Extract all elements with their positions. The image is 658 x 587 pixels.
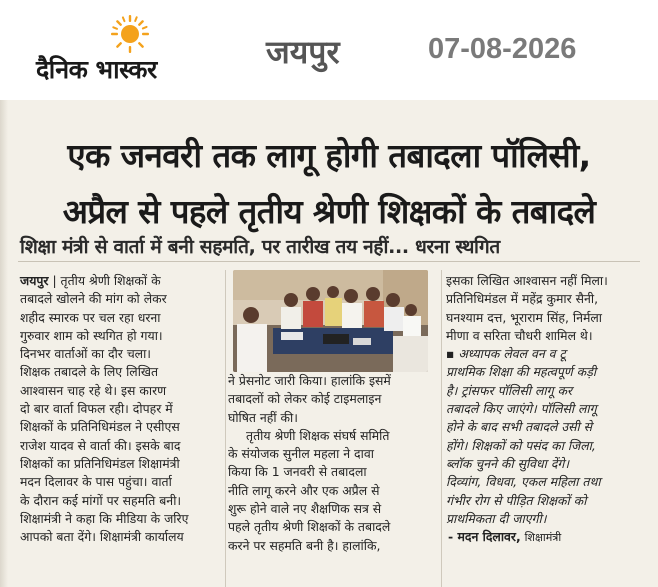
article-line: राजेश यादव से वार्ता की। इसके बाद: [20, 437, 181, 453]
article-line: तृतीय श्रेणी शिक्षक संघर्ष समिति: [246, 427, 390, 443]
column-divider: [441, 270, 442, 587]
article-line: शिक्षामंत्री ने कहा कि मीडिया के जरिए: [20, 510, 189, 526]
headline-line-2: अप्रैल से पहले तृतीय श्रेणी शिक्षकों के तबादले: [62, 192, 596, 231]
edition-city: जयपुर: [266, 33, 340, 71]
quote-attribution: - मदन दिलावर,: [448, 529, 521, 545]
article-line: आपको बता देंगे। शिक्षामंत्री कार्यालय: [20, 529, 184, 545]
article-line: शिक्षकों के प्रतिनिधिमंडल ने एसीएस: [20, 419, 180, 435]
article-line-text: | तृतीय श्रेणी शिक्षकों के: [48, 273, 161, 288]
edition-date: 07-08-2026: [428, 33, 577, 65]
quote-line: प्राथमिकता दी जाएगी।: [446, 510, 547, 526]
article-line: इसका लिखित आश्वासन नहीं मिला।: [446, 273, 608, 288]
quote-line: होने के बाद सभी तबादले उसी से: [446, 419, 593, 435]
quote-attribution-line: [446, 528, 656, 547]
quote-line: दिव्यांग, विधवा, एकल महिला तथा: [446, 474, 601, 490]
article-line: ने प्रेसनोट जारी किया। हालांकि इसमें: [228, 373, 391, 388]
headline-line-1: एक जनवरी तक लागू होगी तबादला पॉलिसी,: [67, 136, 591, 175]
article-line: गुरुवार शाम को स्थगित हो गया।: [20, 327, 163, 343]
article-line: [20, 272, 226, 290]
quote-attribution-role: शिक्षामंत्री: [524, 531, 562, 545]
article-line: पहले तृतीय श्रेणी शिक्षकों के तबादले: [228, 519, 391, 535]
quote-line: प्राथमिक शिक्षा की महत्वपूर्ण कड़ी: [446, 364, 597, 380]
news-clipping: [0, 100, 658, 587]
article-line: प्रतिनिधिमंडल में महेंद्र कुमार सैनी,: [446, 291, 599, 307]
article-line: शिक्षक तबादले के लिए लिखित: [20, 364, 159, 380]
article-line: आश्वासन चाह रहे थे। इस कारण: [20, 382, 167, 398]
article-line: घनश्याम दत्त, भूराराम सिंह, निर्मला: [446, 309, 602, 325]
quote-line: होंगे। शिक्षकों को पसंद का जिला,: [446, 437, 596, 453]
article-line: करने पर सहमति बनी है। हालांकि,: [228, 537, 381, 553]
meeting-photo-illustration: [233, 270, 428, 372]
article-line: नीति लागू करने और एक अप्रैल से: [228, 482, 380, 498]
dateline: जयपुर: [20, 273, 49, 288]
subheadline-divider: [18, 261, 640, 262]
masthead: [0, 0, 658, 100]
quote-line: है। ट्रांसफर पॉलिसी लागू कर: [446, 382, 573, 398]
subheadline: शिक्षा मंत्री से वार्ता में बनी सहमति, पर तारीख तय नहीं... धरना स्थगित: [20, 236, 500, 258]
quote-line: तबादले किए जाएंगे। पॉलिसी लागू: [446, 401, 597, 417]
quote-line: ब्लॉक चुनने की सुविधा देंगे।: [446, 455, 570, 471]
article-line: के दौरान कई मांगों पर सहमति बनी।: [20, 492, 182, 508]
article-line: के संयोजक सुनील महला ने दावा: [228, 446, 374, 462]
article-line: शहीद स्मारक पर चल रहा धरना: [20, 309, 161, 325]
article-column-3: [446, 272, 656, 547]
article-line: दो बार वार्ता विफल रही। दोपहर में: [20, 401, 173, 417]
article-column-2: [228, 372, 440, 555]
sun-logo-icon: [110, 14, 150, 54]
article-line: शिक्षकों का प्रतिनिधिमंडल शिक्षामंत्री: [20, 455, 180, 471]
logo-wordmark: दैनिक भास्कर: [36, 55, 157, 84]
article-line: तबादले खोलने की मांग को लेकर: [20, 291, 167, 307]
article-line: दिनभर वार्ताओं का दौर चला।: [20, 346, 151, 362]
quote-line: गंभीर रोग से पीड़ित शिक्षकों को: [446, 492, 587, 508]
article-column-1: [20, 272, 226, 546]
article-line: किया कि 1 जनवरी से तबादला: [228, 464, 367, 480]
newspaper-logo: [36, 14, 220, 86]
quote-line: ▪ अध्यापक लेवल वन व टू: [446, 346, 566, 362]
news-photo: [233, 270, 428, 372]
article-line: घोषित नहीं की।: [228, 409, 298, 425]
article-line: तबादलों को लेकर कोई टाइमलाइन: [228, 391, 382, 407]
article-line: मीणा व सरिता चौधरी शामिल थे।: [446, 327, 593, 343]
article-line: शुरू होने वाले नए शैक्षणिक सत्र से: [228, 501, 382, 517]
article-line: मदन दिलावर के पास पहुंचा। वार्ता: [20, 474, 172, 490]
